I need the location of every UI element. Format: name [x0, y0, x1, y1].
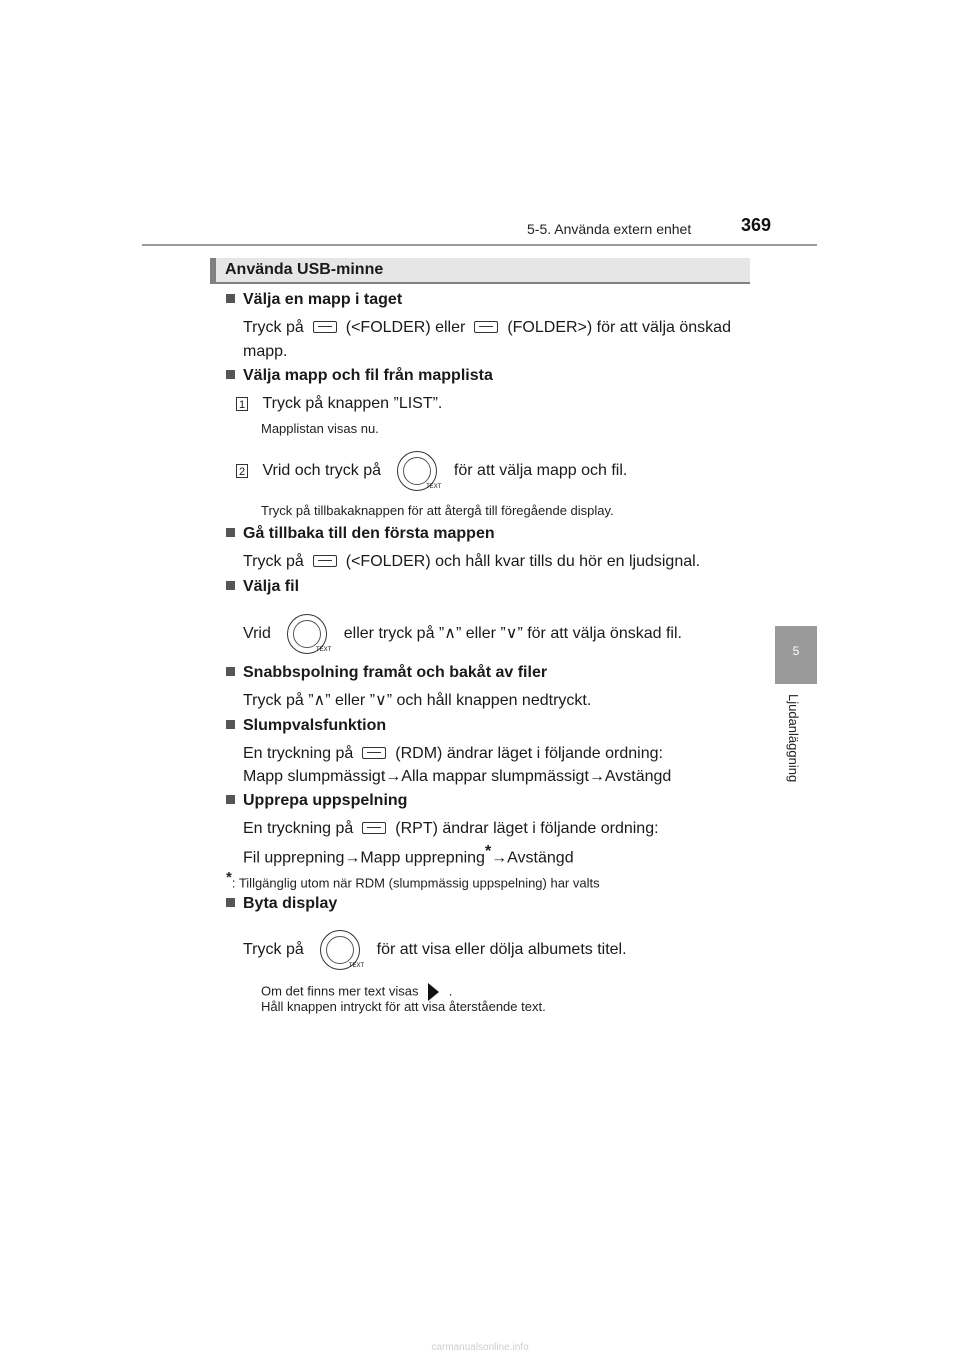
- bullet-square-icon: [226, 795, 235, 804]
- folder-select-line1: Tryck på (<FOLDER) eller (FOLDER>) för att välja önskad: [243, 319, 731, 336]
- header-divider: [142, 244, 817, 246]
- fast-forward-text: Tryck på ”∧” eller ”∨” och håll knappen nedtryckt.: [243, 692, 592, 709]
- step-1-number: 1: [236, 397, 248, 411]
- bullet-square-icon: [226, 581, 235, 590]
- section-title: Använda USB-minne: [225, 261, 384, 278]
- folder-prev-button-icon: [313, 555, 337, 567]
- bullet-square-icon: [226, 370, 235, 379]
- rdm-button-icon: [362, 747, 386, 759]
- folder-prev-button-icon: [313, 321, 337, 333]
- heading-folder-select: Välja en mapp i taget: [226, 291, 402, 309]
- chapter-number: 5: [792, 644, 800, 658]
- step-2-note: Tryck på tillbakaknappen för att återgå till föregående display.: [261, 503, 614, 518]
- watermark: carmanualsonline.info: [431, 1342, 529, 1353]
- repeat-line2: Fil upprepning→Mapp upprepning*→Avstängd: [243, 843, 574, 867]
- header-section-title: 5-5. Använda extern enhet: [527, 221, 692, 237]
- chapter-label: Ljudanläggning: [786, 694, 801, 783]
- heading-repeat: Upprepa uppspelning: [226, 792, 407, 810]
- bullet-square-icon: [226, 667, 235, 676]
- folder-next-button-icon: [474, 321, 498, 333]
- heading-select-file: Välja fil: [226, 578, 299, 596]
- tune-knob-icon: TEXT: [395, 449, 439, 493]
- random-line2: Mapp slumpmässigt→Alla mappar slumpmässigt→Avstängd: [243, 768, 672, 785]
- step-1-note: Mapplistan visas nu.: [261, 421, 379, 436]
- display-note-1: Om det finns mer text visas .: [261, 983, 452, 1001]
- random-line1: En tryckning på (RDM) ändrar läget i följande ordning:: [243, 745, 663, 762]
- step-2: 2 Vrid och tryck på TEXT för att välja mapp och fil.: [236, 449, 627, 493]
- footnote: *: Tillgänglig utom när RDM (slumpmässig uppspelning) har valts: [226, 869, 600, 891]
- select-file-text: Vrid TEXT eller tryck på ”∧” eller ”∨” för att välja önskad fil.: [243, 612, 682, 656]
- rpt-button-icon: [362, 822, 386, 834]
- page-number: 369: [741, 215, 772, 235]
- repeat-line1: En tryckning på (RPT) ändrar läget i följande ordning:: [243, 820, 659, 837]
- heading-folder-list: Välja mapp och fil från mapplista: [226, 367, 493, 385]
- heading-fast-forward: Snabbspolning framåt och bakåt av filer: [226, 664, 547, 682]
- bullet-square-icon: [226, 528, 235, 537]
- folder-select-line2: mapp.: [243, 343, 288, 360]
- step-2-number: 2: [236, 464, 248, 478]
- bullet-square-icon: [226, 294, 235, 303]
- step-1: 1 Tryck på knappen ”LIST”.: [236, 392, 442, 416]
- display-note-2: Håll knappen intryckt för att visa återstående text.: [261, 999, 546, 1014]
- display-text: Tryck på TEXT för att visa eller dölja albumets titel.: [243, 928, 627, 972]
- first-folder-text: Tryck på (<FOLDER) och håll kvar tills du hör en ljudsignal.: [243, 553, 701, 570]
- heading-display: Byta display: [226, 895, 337, 913]
- tune-knob-icon: TEXT: [285, 612, 329, 656]
- bullet-square-icon: [226, 898, 235, 907]
- heading-first-folder: Gå tillbaka till den första mappen: [226, 525, 495, 543]
- tune-knob-icon: TEXT: [318, 928, 362, 972]
- bullet-square-icon: [226, 720, 235, 729]
- heading-random: Slumpvalsfunktion: [226, 717, 386, 735]
